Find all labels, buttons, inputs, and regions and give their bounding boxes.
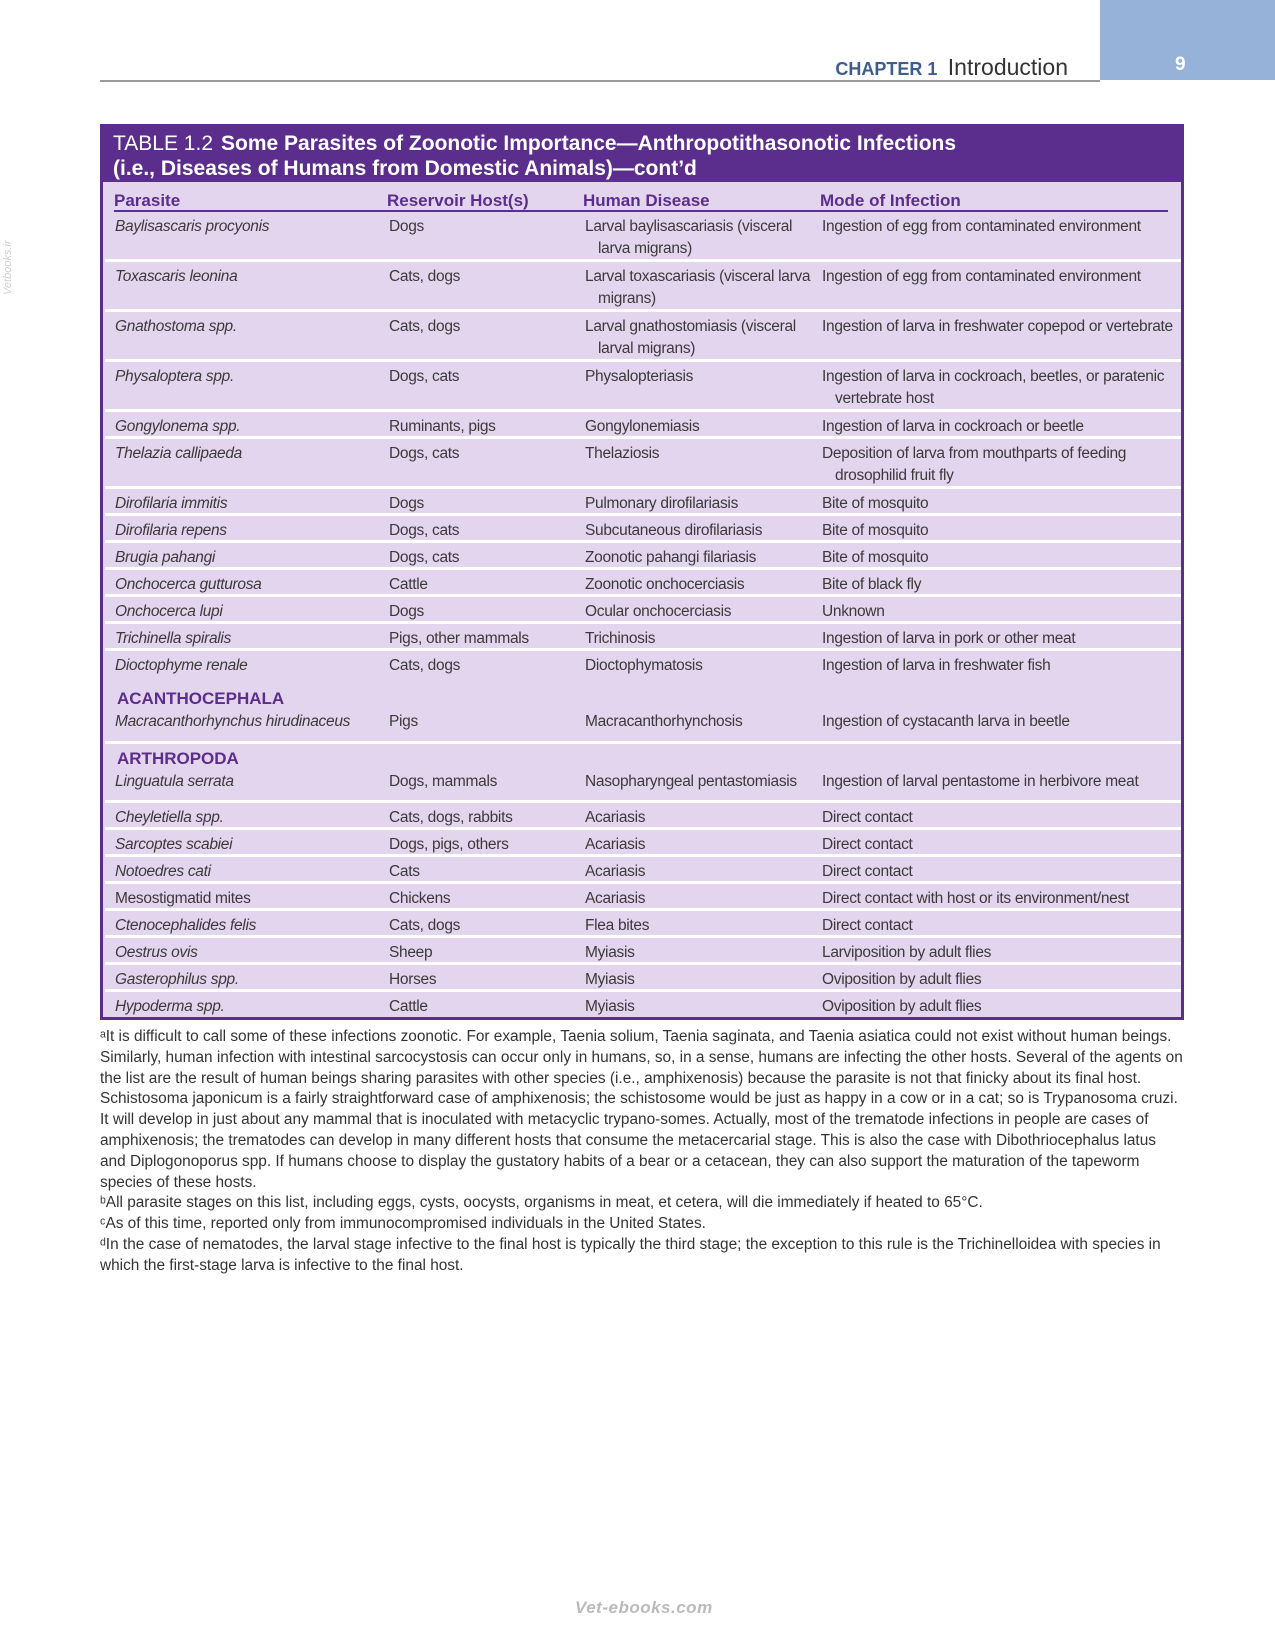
parasite-cell: Gasterophilus spp. bbox=[115, 971, 239, 988]
table-row bbox=[105, 262, 1181, 312]
mode-cell: Direct contact bbox=[822, 917, 913, 934]
disease-cell: Nasopharyngeal pentastomiasis bbox=[585, 773, 797, 790]
section-heading: ARTHROPODA bbox=[117, 749, 239, 768]
disease-cell: Flea bites bbox=[585, 917, 650, 934]
disease-cell: Acariasis bbox=[585, 809, 646, 826]
table-row bbox=[105, 212, 1181, 262]
mode-cell: Bite of black fly bbox=[822, 576, 922, 593]
mode-cell: Ingestion of larval pentastome in herbivore meat bbox=[822, 773, 1139, 790]
disease-cell: Acariasis bbox=[585, 863, 646, 880]
host-cell: Pigs, other mammals bbox=[389, 630, 529, 647]
parasite-cell: Brugia pahangi bbox=[115, 549, 216, 566]
parasite-cell: Oestrus ovis bbox=[115, 944, 198, 961]
disease-cell: Ocular onchocerciasis bbox=[585, 603, 732, 620]
host-cell: Horses bbox=[389, 971, 437, 988]
mode-cell: Direct contact bbox=[822, 836, 913, 853]
page-tab bbox=[1100, 0, 1275, 80]
host-cell: Chickens bbox=[389, 890, 451, 907]
disease-cell: Subcutaneous dirofilariasis bbox=[585, 522, 763, 539]
parasite-cell: Linguatula serrata bbox=[115, 773, 234, 790]
mode-cell: Bite of mosquito bbox=[822, 495, 929, 512]
disease-cell: Acariasis bbox=[585, 890, 646, 907]
mode-cell: Bite of mosquito bbox=[822, 549, 929, 566]
mode-cell: Direct contact with host or its environment/nest bbox=[822, 890, 1129, 907]
host-cell: Dogs, pigs, others bbox=[389, 836, 509, 853]
host-cell: Cats bbox=[389, 863, 420, 880]
host-cell: Pigs bbox=[389, 713, 418, 730]
table-row bbox=[105, 412, 1181, 439]
parasite-cell: Onchocerca lupi bbox=[115, 603, 223, 620]
disease-cell: Zoonotic pahangi filariasis bbox=[585, 549, 757, 566]
parasite-cell: Dirofilaria repens bbox=[115, 522, 227, 539]
host-cell: Dogs, cats bbox=[389, 549, 460, 566]
mode-cell: Ingestion of egg from contaminated environment bbox=[822, 268, 1141, 285]
mode-cell: Ingestion of larva in cockroach, beetles, or paratenic vertebrate host bbox=[822, 368, 1165, 407]
footer-watermark: Vet-ebooks.com bbox=[575, 1598, 713, 1617]
parasite-cell: Onchocerca gutturosa bbox=[115, 576, 262, 593]
mode-cell: Direct contact bbox=[822, 809, 913, 826]
disease-cell: Myiasis bbox=[585, 998, 635, 1015]
host-cell: Dogs bbox=[389, 218, 424, 235]
host-cell: Sheep bbox=[389, 944, 433, 961]
mode-cell: Ingestion of larva in cockroach or beetle bbox=[822, 418, 1084, 435]
host-cell: Cattle bbox=[389, 998, 428, 1015]
host-cell: Cattle bbox=[389, 576, 428, 593]
parasite-cell: Physaloptera spp. bbox=[115, 368, 234, 385]
table-row bbox=[105, 543, 1181, 570]
disease-cell: Pulmonary dirofilariasis bbox=[585, 495, 739, 512]
mode-cell: Unknown bbox=[822, 603, 885, 620]
section-heading: ACANTHOCEPHALA bbox=[117, 689, 285, 708]
disease-cell: Acariasis bbox=[585, 836, 646, 853]
disease-cell: Macracanthorhynchosis bbox=[585, 713, 743, 730]
table-row bbox=[105, 362, 1181, 412]
disease-cell: Physalopteriasis bbox=[585, 368, 694, 385]
table-row bbox=[105, 911, 1181, 938]
disease-cell: Zoonotic onchocerciasis bbox=[585, 576, 745, 593]
parasite-cell: Gongylonema spp. bbox=[115, 418, 241, 435]
disease-cell: Myiasis bbox=[585, 944, 635, 961]
host-cell: Dogs, mammals bbox=[389, 773, 498, 790]
table-row bbox=[105, 965, 1181, 992]
mode-cell: Ingestion of cystacanth larva in beetle bbox=[822, 713, 1070, 730]
parasite-cell: Macracanthorhynchus hirudinaceus bbox=[115, 713, 351, 730]
parasite-cell: Mesostigmatid mites bbox=[115, 890, 251, 907]
section-acanthocephala bbox=[105, 685, 1181, 744]
table-label: TABLE 1.2 bbox=[113, 132, 213, 155]
table-row bbox=[105, 830, 1181, 857]
host-cell: Dogs bbox=[389, 603, 424, 620]
chapter-title: Introduction bbox=[947, 54, 1068, 80]
table-row bbox=[105, 884, 1181, 911]
side-watermark: Vetbooks.ir bbox=[2, 240, 14, 295]
mode-cell: Direct contact bbox=[822, 863, 913, 880]
table-row bbox=[105, 516, 1181, 543]
mode-cell: Deposition of larva from mouthparts of feeding drosophilid fruit fly bbox=[822, 445, 1127, 484]
mode-cell: Bite of mosquito bbox=[822, 522, 929, 539]
parasite-cell: Dirofilaria immitis bbox=[115, 495, 228, 512]
disease-cell: Gongylonemiasis bbox=[585, 418, 700, 435]
parasite-cell: Thelazia callipaeda bbox=[115, 445, 242, 462]
mode-cell: Oviposition by adult flies bbox=[822, 971, 982, 988]
column-header-disease: Human Disease bbox=[583, 191, 710, 210]
parasite-table bbox=[100, 124, 1184, 1020]
host-cell: Cats, dogs bbox=[389, 917, 461, 934]
disease-cell: Larval baylisascariasis (visceral larva migrans) bbox=[585, 218, 793, 257]
table-title-line1: Some Parasites of Zoonotic Importance—Anthropotithasonotic Infections bbox=[221, 132, 957, 155]
disease-cell: Myiasis bbox=[585, 971, 635, 988]
host-cell: Dogs, cats bbox=[389, 368, 460, 385]
mode-cell: Ingestion of larva in pork or other meat bbox=[822, 630, 1076, 647]
host-cell: Ruminants, pigs bbox=[389, 418, 496, 435]
footnote-d: ᵈIn the case of nematodes, the larval stage infective to the final host is typically the third stage; the exception to this rule is the Trichinelloidea with species in which the first-stage larva is infective to the final host. bbox=[100, 1235, 1161, 1274]
table-footnotes bbox=[100, 1027, 1185, 1277]
table-row bbox=[105, 938, 1181, 965]
table-row bbox=[105, 570, 1181, 597]
header-rule bbox=[100, 80, 1100, 82]
table-row bbox=[105, 857, 1181, 884]
disease-cell: Larval gnathostomiasis (visceral larval migrans) bbox=[585, 318, 796, 357]
table-row bbox=[105, 803, 1181, 830]
table-row bbox=[105, 489, 1181, 516]
column-header-mode: Mode of Infection bbox=[820, 191, 961, 210]
table-title-line2: (i.e., Diseases of Humans from Domestic Animals)—cont’d bbox=[113, 157, 697, 180]
mode-cell: Larviposition by adult flies bbox=[822, 944, 992, 961]
table-row bbox=[105, 992, 1181, 1019]
section-arthropoda bbox=[105, 744, 1181, 803]
disease-cell: Dioctophymatosis bbox=[585, 657, 703, 674]
column-header-parasite: Parasite bbox=[114, 191, 181, 210]
parasite-cell: Dioctophyme renale bbox=[115, 657, 248, 674]
host-cell: Cats, dogs bbox=[389, 657, 461, 674]
parasite-cell: Cheyletiella spp. bbox=[115, 809, 224, 826]
table-row bbox=[105, 597, 1181, 624]
table-row bbox=[105, 439, 1181, 489]
parasite-cell: Gnathostoma spp. bbox=[115, 318, 237, 335]
host-cell: Dogs, cats bbox=[389, 445, 460, 462]
host-cell: Dogs, cats bbox=[389, 522, 460, 539]
page-number: 9 bbox=[1175, 54, 1186, 75]
table-title-bar bbox=[103, 127, 1181, 182]
parasite-cell: Notoedres cati bbox=[115, 863, 211, 880]
mode-cell: Ingestion of egg from contaminated environment bbox=[822, 218, 1141, 235]
footnote-a: ᵃIt is difficult to call some of these infections zoonotic. For example, Taenia solium, Taenia saginata, and Taenia asiatica could not exist without human beings. Similarly, human infection with intestinal sarcocystosis can occur only in humans, so, in a sense, humans are infecting the other hosts. Several of the agents on the list are the result of human beings sharing parasites with other species (i.e., amphixenosis) because the parasite is not that finicky about its final host. Schistosoma japonicum is a fairly straightforward case of amphixenosis; the schistosome would be just as happy in a cow or in a cat; so is Trypanosoma cruzi. It will develop in just about any mammal that is inoculated with metacyclic trypano-somes. Actually, most of the trematode infections in people are cases of amphixenosis; the trematodes can develop in many different hosts that consume the metacercarial stage. This is also the case with Dibothriocephalus latus and Diplogonoporus spp. If humans choose to display the gustatory habits of a bear or a cetacean, they can also support the maturation of the tapeworm species of these hosts. bbox=[100, 1028, 1183, 1191]
table-row bbox=[105, 624, 1181, 651]
parasite-cell: Baylisascaris procyonis bbox=[115, 218, 270, 235]
disease-cell: Thelaziosis bbox=[585, 445, 660, 462]
parasite-cell: Sarcoptes scabiei bbox=[115, 836, 233, 853]
host-cell: Cats, dogs bbox=[389, 268, 461, 285]
parasite-cell: Ctenocephalides felis bbox=[115, 917, 257, 934]
table-row bbox=[105, 651, 1181, 685]
disease-cell: Larval toxascariasis (visceral larva migrans) bbox=[585, 268, 811, 307]
host-cell: Cats, dogs, rabbits bbox=[389, 809, 513, 826]
host-cell: Cats, dogs bbox=[389, 318, 461, 335]
mode-cell: Ingestion of larva in freshwater copepod or vertebrate bbox=[822, 318, 1173, 335]
disease-cell: Trichinosis bbox=[585, 630, 656, 647]
parasite-cell: Toxascaris leonina bbox=[115, 268, 238, 285]
table-row bbox=[105, 312, 1181, 362]
column-header-host: Reservoir Host(s) bbox=[387, 191, 529, 210]
table-column-headers bbox=[114, 182, 1168, 212]
footnote-c: ᶜAs of this time, reported only from immunocompromised individuals in the United States. bbox=[100, 1215, 706, 1233]
mode-cell: Ingestion of larva in freshwater fish bbox=[822, 657, 1051, 674]
parasite-cell: Trichinella spiralis bbox=[115, 630, 232, 647]
mode-cell: Oviposition by adult flies bbox=[822, 998, 982, 1015]
chapter-label: CHAPTER 1 bbox=[835, 59, 938, 79]
parasite-cell: Hypoderma spp. bbox=[115, 998, 225, 1015]
footnote-b: ᵇAll parasite stages on this list, including eggs, cysts, oocysts, organisms in meat, et cetera, will die immediately if heated to 65°C. bbox=[100, 1194, 983, 1212]
host-cell: Dogs bbox=[389, 495, 424, 512]
